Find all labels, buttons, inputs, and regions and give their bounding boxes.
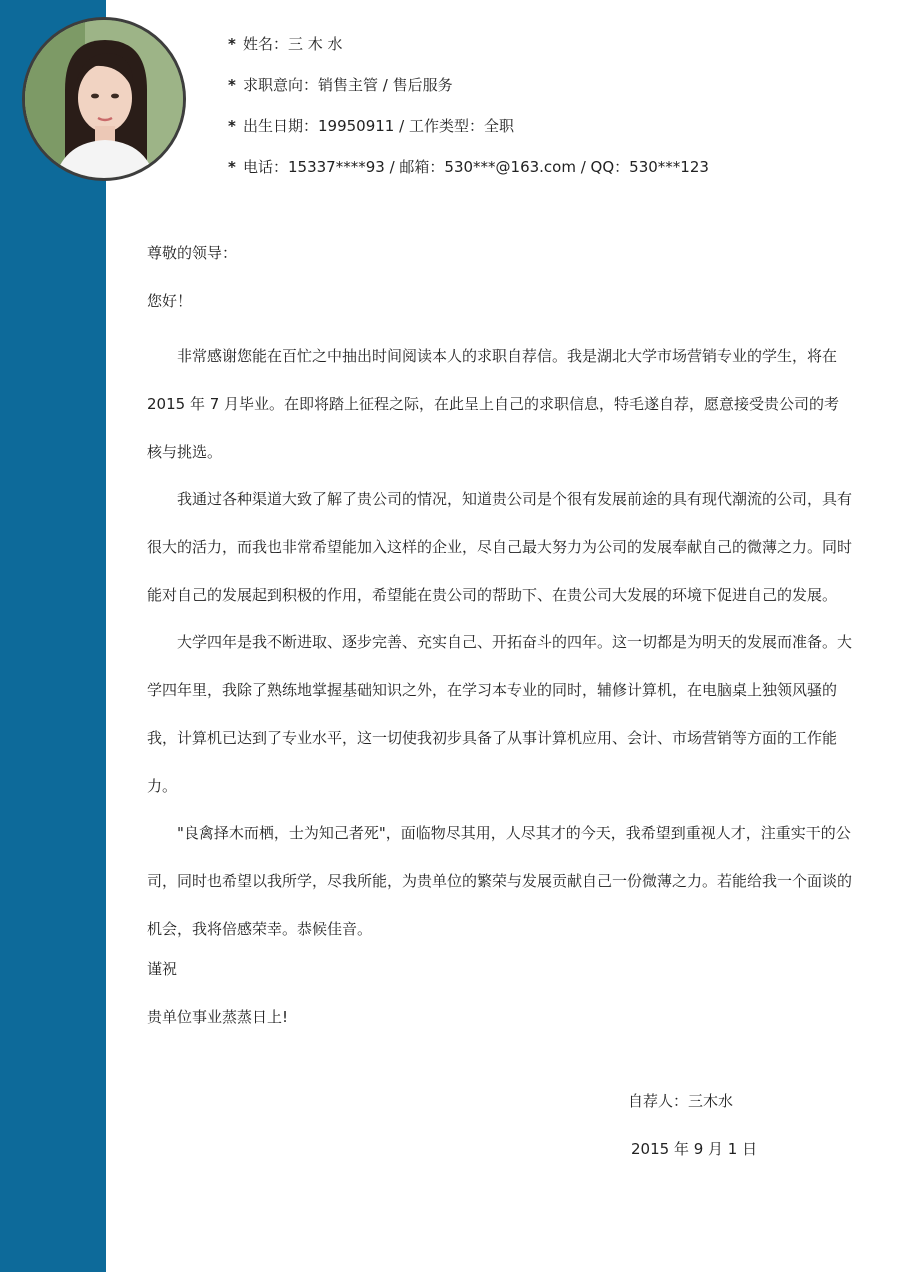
profile-contact-text: 电话：15337****93 / 邮箱：530***@163.com / QQ：530***123 [243, 158, 709, 176]
bullet-star: * [228, 158, 236, 176]
portrait-photo-icon [25, 20, 183, 178]
paragraph-university: 大学四年是我不断进取、逐步完善、充实自己、开拓奋斗的四年。这一切都是为明天的发展而准备。大学四年里，我除了熟练地掌握基础知识之外，在学习本专业的同时，辅修计算机，在电脑桌上独领风骚的我，计算机已达到了专业水平，这一切使我初步具备了从事计算机应用、会计、市场营销等方面的工作能力。 [147, 633, 853, 795]
closing-wish: 谨祝 [147, 960, 178, 978]
avatar [22, 17, 186, 181]
profile-name-text: 姓名：三 木 水 [243, 35, 343, 53]
profile-intention-text: 求职意向：销售主管 / 售后服务 [243, 76, 453, 94]
paragraph-intro: 非常感谢您能在百忙之中抽出时间阅读本人的求职自荐信。我是湖北大学市场营销专业的学生，将在 2015 年 7 月毕业。在即将踏上征程之际，在此呈上自己的求职信息，特毛遂自荐，愿意接受贵公司的考核与挑选。 [147, 347, 840, 461]
profile-birth [228, 114, 868, 155]
profile-birth-text: 出生日期：19950911 / 工作类型：全职 [243, 117, 514, 135]
bullet-star: * [228, 35, 236, 53]
sidebar-band [0, 0, 106, 1272]
signature-block [628, 1086, 848, 1182]
paragraph-company: 我通过各种渠道大致了解了贵公司的情况，知道贵公司是个很有发展前途的具有现代潮流的公司，具有很大的活力，而我也非常希望能加入这样的企业，尽自己最大努力为公司的发展奉献自己的微薄之力。同时能对自己的发展起到积极的作用，希望能在贵公司的帮助下、在贵公司大发展的环境下促进自己的发展。 [147, 490, 853, 604]
profile-info [228, 32, 868, 196]
profile-contact [228, 155, 868, 196]
profile-name [228, 32, 868, 73]
closing-blessing: 贵单位事业蒸蒸日上! [147, 1008, 289, 1026]
bullet-star: * [228, 117, 236, 135]
letter-date: 2015 年 9 月 1 日 [631, 1140, 758, 1158]
salutation: 尊敬的领导： [147, 244, 238, 262]
letter-body [147, 236, 852, 1048]
paragraph-hope: "良禽择木而栖，士为知己者死"，面临物尽其用，人尽其才的今天，我希望到重视人才，注重实干的公司，同时也希望以我所学，尽我所能，为贵单位的繁荣与发展贡献自己一份微薄之力。若能给我一个面谈的机会，我将倍感荣幸。恭候佳音。 [147, 824, 853, 938]
profile-intention [228, 73, 868, 114]
signer: 自荐人：三木水 [628, 1092, 734, 1110]
bullet-star: * [228, 76, 236, 94]
greeting: 您好！ [147, 292, 193, 310]
